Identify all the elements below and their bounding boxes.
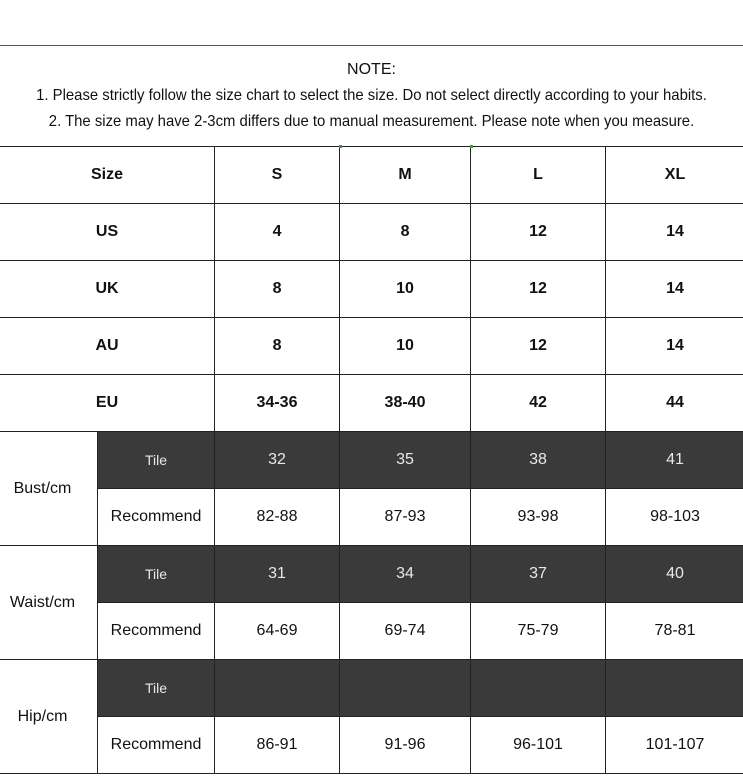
size-header-cell: L <box>471 147 606 204</box>
tile-value: 34 <box>340 546 471 603</box>
bust-label: Bust/cm <box>13 479 72 497</box>
recommend-label: Recommend <box>98 603 215 660</box>
tile-value <box>340 660 471 717</box>
standard-value: 12 <box>471 204 606 261</box>
standard-value: 10 <box>340 261 471 318</box>
recommend-label: Recommend <box>98 489 215 546</box>
tile-label: Tile <box>98 546 215 603</box>
note-line-1: 1. Please strictly follow the size chart to select the size. Do not select directly according to your habits. <box>36 87 707 104</box>
standard-value: 12 <box>471 261 606 318</box>
recommend-value: 82-88 <box>215 489 340 546</box>
cell-marker <box>339 145 342 148</box>
size-chart-table <box>0 146 743 774</box>
standard-label: US <box>0 204 215 261</box>
recommend-value: 78-81 <box>606 603 743 660</box>
recommend-value: 75-79 <box>471 603 606 660</box>
waist-tile-row <box>0 546 743 603</box>
recommend-value: 96-101 <box>471 717 606 774</box>
recommend-value: 101-107 <box>606 717 743 774</box>
tile-value: 35 <box>340 432 471 489</box>
standard-row-au <box>0 318 743 375</box>
recommend-value: 98-103 <box>606 489 743 546</box>
tile-value <box>471 660 606 717</box>
size-header-cell: XL <box>606 147 743 204</box>
waist-label: Waist/cm <box>9 593 76 611</box>
tile-label: Tile <box>98 432 215 489</box>
standard-label: UK <box>0 261 215 318</box>
standard-value: 4 <box>215 204 340 261</box>
tile-value: 32 <box>215 432 340 489</box>
size-header-row <box>0 147 743 204</box>
recommend-value: 69-74 <box>340 603 471 660</box>
standard-label: EU <box>0 375 215 432</box>
standard-row-uk <box>0 261 743 318</box>
tile-value: 38 <box>471 432 606 489</box>
standard-label: AU <box>0 318 215 375</box>
measure-group-label <box>0 432 98 546</box>
waist-recommend-row <box>0 603 743 660</box>
note-line-2: 2. The size may have 2-3cm differs due to manual measurement. Please note when you measure. <box>48 113 695 130</box>
bust-recommend-row <box>0 489 743 546</box>
tile-value: 31 <box>215 546 340 603</box>
standard-value: 44 <box>606 375 743 432</box>
top-divider <box>0 45 743 46</box>
standard-value: 8 <box>215 318 340 375</box>
tile-value <box>606 660 743 717</box>
standard-value: 10 <box>340 318 471 375</box>
standard-value: 14 <box>606 204 743 261</box>
recommend-value: 93-98 <box>471 489 606 546</box>
size-header-label: Size <box>0 147 215 204</box>
standard-row-eu <box>0 375 743 432</box>
standard-value: 34-36 <box>215 375 340 432</box>
standard-value: 42 <box>471 375 606 432</box>
recommend-value: 87-93 <box>340 489 471 546</box>
cell-marker <box>470 145 473 148</box>
tile-value: 40 <box>606 546 743 603</box>
recommend-value: 86-91 <box>215 717 340 774</box>
size-header-cell: M <box>340 147 471 204</box>
standard-value: 14 <box>606 261 743 318</box>
measure-group-label <box>0 660 98 774</box>
size-header-cell: S <box>215 147 340 204</box>
note-heading: NOTE: <box>347 61 396 78</box>
tile-value: 37 <box>471 546 606 603</box>
bust-tile-row <box>0 432 743 489</box>
tile-value <box>215 660 340 717</box>
hip-label: Hip/cm <box>17 707 68 725</box>
hip-recommend-row <box>0 717 743 774</box>
standard-value: 8 <box>215 261 340 318</box>
measure-group-label <box>0 546 98 660</box>
tile-label: Tile <box>98 660 215 717</box>
recommend-value: 64-69 <box>215 603 340 660</box>
standard-value: 8 <box>340 204 471 261</box>
standard-row-us <box>0 204 743 261</box>
recommend-value: 91-96 <box>340 717 471 774</box>
standard-value: 38-40 <box>340 375 471 432</box>
tile-value: 41 <box>606 432 743 489</box>
recommend-label: Recommend <box>98 717 215 774</box>
standard-value: 12 <box>471 318 606 375</box>
standard-value: 14 <box>606 318 743 375</box>
size-note <box>0 57 743 135</box>
hip-tile-row <box>0 660 743 717</box>
